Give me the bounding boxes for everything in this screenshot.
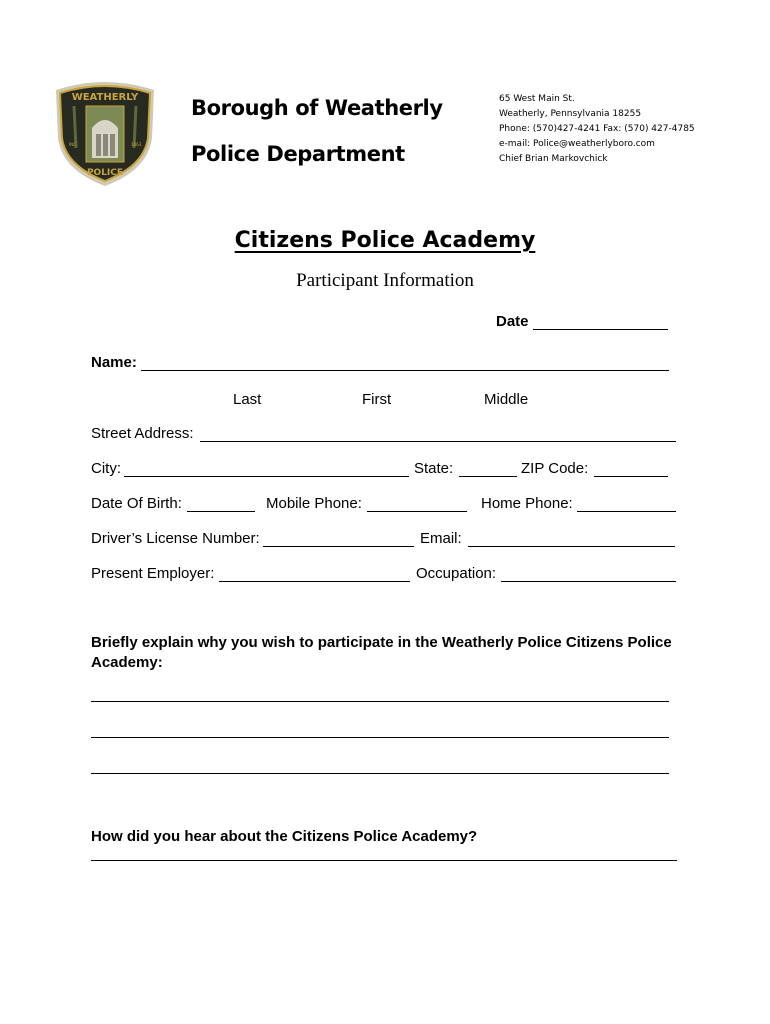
badge-bottom-text: POLICE [86,168,124,178]
street-address-label: Street Address: [91,425,194,442]
mobile-phone-field[interactable] [367,511,467,512]
dob-label: Date Of Birth: [91,495,182,512]
contact-block [499,92,695,167]
department-name: Police Department [191,142,405,166]
street-address-field[interactable] [200,441,676,442]
page-subtitle: Participant Information [296,270,474,291]
answer-line-3[interactable] [91,773,669,774]
occupation-label: Occupation: [416,565,497,582]
drivers-license-field[interactable] [263,546,414,547]
question-how-heard: How did you hear about the Citizens Police Academy? [91,828,478,845]
state-label: State: [414,460,454,477]
name-label: Name: [91,354,137,371]
answer-line-2[interactable] [91,737,669,738]
contact-phone-fax: Phone: (570)427-4241 Fax: (570) 427-4785 [499,124,695,134]
contact-chief: Chief Brian Markovchick [499,154,608,164]
email-field[interactable] [468,546,675,547]
zip-field[interactable] [594,476,668,477]
employer-label: Present Employer: [91,565,215,582]
contact-email: e-mail: Police@weatherlyboro.com [499,139,655,149]
home-phone-field[interactable] [577,511,676,512]
badge-year-text: 1863 [131,142,142,147]
contact-city: Weatherly, Pennsylvania 18255 [499,109,642,119]
employer-field[interactable] [219,581,410,582]
city-label: City: [91,460,121,477]
contact-street: 65 West Main St. [499,94,575,104]
occupation-field[interactable] [501,581,676,582]
badge-inc-text: INC. [69,142,78,147]
date-field[interactable] [533,329,668,330]
answer-line-how-heard[interactable] [91,860,677,861]
zip-label: ZIP Code: [521,460,589,477]
mobile-phone-label: Mobile Phone: [266,495,362,512]
name-middle-label: Middle [484,391,529,408]
badge-top-text: WEATHERLY [71,92,139,103]
name-field[interactable] [141,370,669,371]
name-first-label: First [362,391,392,408]
city-field[interactable] [124,476,409,477]
page-title: Citizens Police Academy [234,228,536,253]
dob-field[interactable] [187,511,255,512]
answer-line-1[interactable] [91,701,669,702]
org-name: Borough of Weatherly [191,96,443,120]
question-why-participate: Briefly explain why you wish to participate in the Weatherly Police Citizens Police Academy: [91,634,672,671]
date-label: Date [496,313,529,330]
drivers-license-label: Driver’s License Number: [91,530,260,547]
state-field[interactable] [459,476,517,477]
police-badge-icon [52,78,158,188]
name-last-label: Last [233,391,262,408]
home-phone-label: Home Phone: [481,495,573,512]
email-label: Email: [420,530,462,547]
